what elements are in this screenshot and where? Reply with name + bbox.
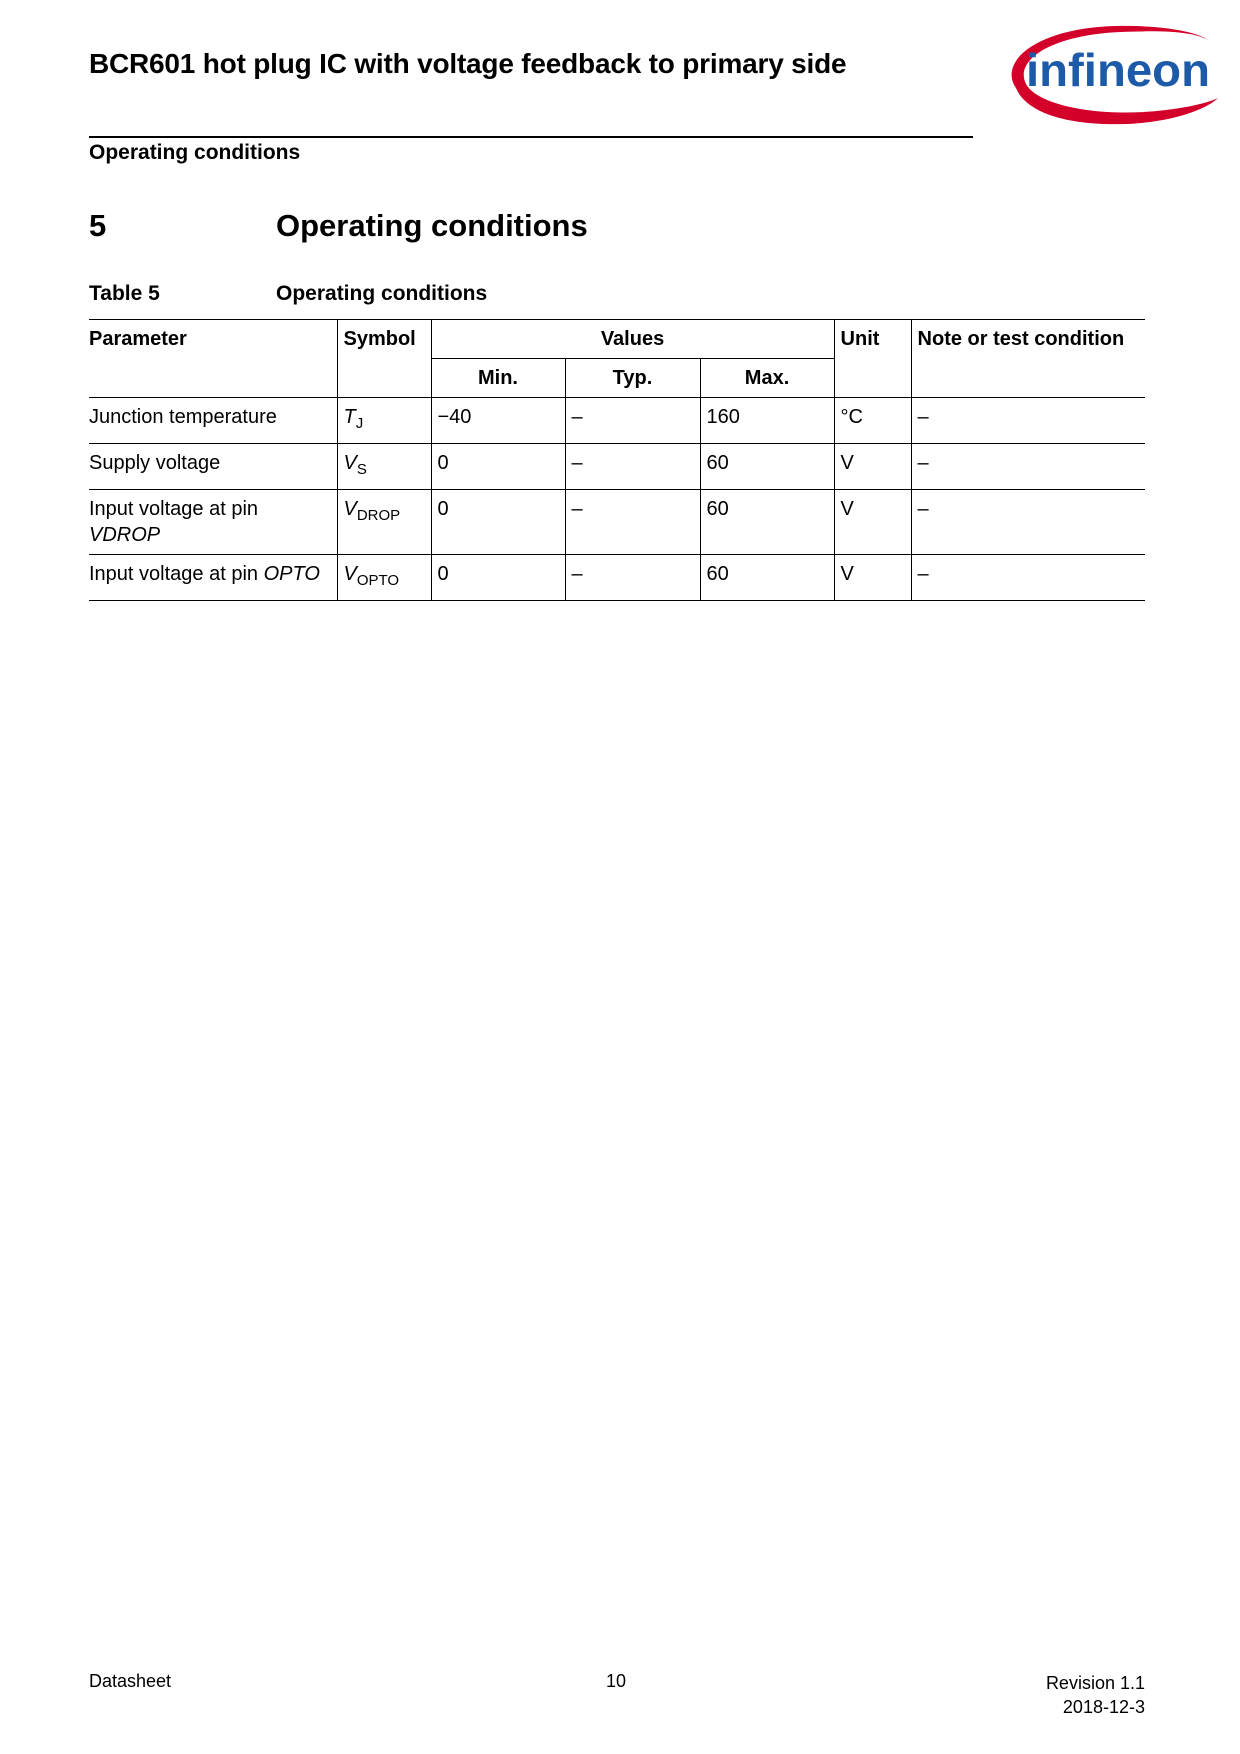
header-symbol: Symbol xyxy=(337,320,431,398)
header-parameter: Parameter xyxy=(89,320,337,398)
cell-max: 60 xyxy=(700,490,834,555)
table-row xyxy=(89,555,1145,601)
document-title: BCR601 hot plug IC with voltage feedback to primary side xyxy=(89,48,847,79)
svg-text:infineon: infineon xyxy=(1026,44,1210,96)
cell-min: −40 xyxy=(431,398,565,444)
cell-symbol: $V_{DROP}$ xyxy=(337,490,431,555)
cell-symbol: $V_{OPTO}$ xyxy=(337,555,431,601)
header-rule xyxy=(89,136,973,138)
running-head: Operating conditions xyxy=(89,141,301,164)
cell-typ: – xyxy=(565,490,700,555)
table-label: Table 5 xyxy=(89,282,160,305)
cell-unit: V xyxy=(834,490,911,555)
cell-min: 0 xyxy=(431,555,565,601)
header-typ: Typ. xyxy=(565,359,700,398)
cell-unit: V xyxy=(834,444,911,490)
cell-unit: °C xyxy=(834,398,911,444)
infineon-logo xyxy=(996,22,1222,128)
section-title: Operating conditions xyxy=(276,208,588,243)
cell-typ: – xyxy=(565,555,700,601)
cell-max: 60 xyxy=(700,444,834,490)
cell-note: – xyxy=(911,555,1145,601)
header-min: Min. xyxy=(431,359,565,398)
header-unit: Unit xyxy=(834,320,911,398)
footer-page-number: 10 xyxy=(606,1671,627,1691)
operating-conditions-table xyxy=(89,319,1145,601)
header-max: Max. xyxy=(700,359,834,398)
cell-symbol: $V_S$ xyxy=(337,444,431,490)
cell-min: 0 xyxy=(431,490,565,555)
footer-date: 2018-12-3 xyxy=(1062,1697,1145,1717)
table-caption: Operating conditions xyxy=(276,282,488,305)
cell-parameter: Junction temperature xyxy=(89,398,337,444)
cell-typ: – xyxy=(565,444,700,490)
cell-note: – xyxy=(911,490,1145,555)
table-row xyxy=(89,444,1145,490)
header-note: Note or test condition xyxy=(911,320,1145,398)
footer-doc-type: Datasheet xyxy=(89,1671,172,1691)
cell-parameter: Supply voltage xyxy=(89,444,337,490)
cell-parameter: Input voltage at pin OPTO xyxy=(89,555,337,601)
cell-symbol: $T_J$ xyxy=(337,398,431,444)
cell-parameter: Input voltage at pin VDROP xyxy=(89,490,337,555)
header-values: Values xyxy=(431,320,834,359)
cell-max: 60 xyxy=(700,555,834,601)
table-row xyxy=(89,490,1145,555)
section-number: 5 xyxy=(89,208,107,243)
cell-note: – xyxy=(911,444,1145,490)
footer-revision-block xyxy=(1046,1671,1145,1719)
cell-max: 160 xyxy=(700,398,834,444)
cell-note: – xyxy=(911,398,1145,444)
cell-min: 0 xyxy=(431,444,565,490)
table-row xyxy=(89,398,1145,444)
footer-revision: Revision 1.1 xyxy=(1045,1673,1145,1693)
cell-typ: – xyxy=(565,398,700,444)
cell-unit: V xyxy=(834,555,911,601)
